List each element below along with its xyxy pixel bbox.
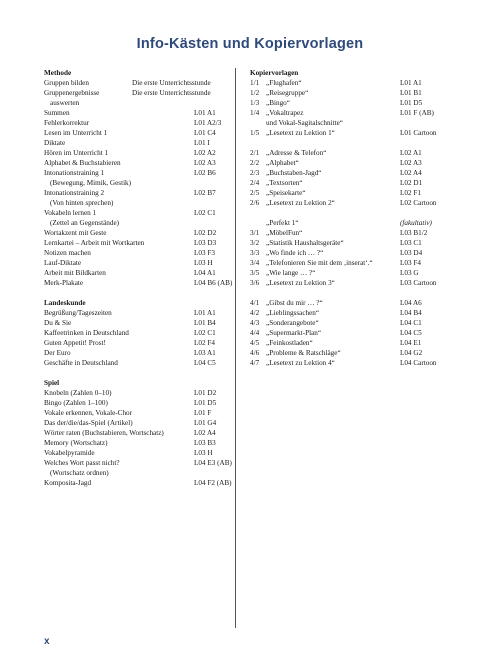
list-item xyxy=(44,268,228,278)
template-number: 2/3 xyxy=(250,169,260,177)
list-item xyxy=(44,478,232,488)
section-methode xyxy=(44,68,233,288)
template-number: 3/3 xyxy=(250,249,260,257)
spiel-rows xyxy=(44,388,232,488)
template-name: „Sonderangebote“ xyxy=(266,319,319,327)
template-reference: L01 Cartoon xyxy=(400,129,437,137)
list-item xyxy=(44,428,228,438)
group-spacer xyxy=(250,138,466,148)
item-name-continued: (Bewegung, Mimik, Gestik) xyxy=(50,179,132,187)
item-reference: L03 A1 xyxy=(194,349,216,357)
template-name: „Gibst du mir … ?“ xyxy=(266,299,323,307)
template-number: 4/3 xyxy=(250,319,260,327)
list-item xyxy=(250,308,466,318)
item-name: Alphabet & Buchstabieren xyxy=(44,159,121,167)
item-name: Guten Appetit! Prost! xyxy=(44,339,106,347)
template-name: „Reisegruppe“ xyxy=(266,89,309,97)
item-name: Komposita-Jagd xyxy=(44,479,92,487)
template-reference: L04 E1 xyxy=(400,339,422,347)
template-name: „MöbelFun“ xyxy=(266,229,303,237)
template-reference: L04 Cartoon xyxy=(400,359,437,367)
column-divider xyxy=(235,68,236,628)
right-column xyxy=(250,68,466,368)
list-item xyxy=(250,298,466,308)
list-item xyxy=(250,278,466,288)
item-name: Intonationstraining 1 xyxy=(44,169,105,177)
list-item xyxy=(44,338,228,348)
template-name: „Speisekarte“ xyxy=(266,189,306,197)
template-number: 4/7 xyxy=(250,359,260,367)
item-reference: L02 D2 xyxy=(194,229,217,237)
template-name: „Textsorten“ xyxy=(266,179,303,187)
item-reference: L01 C4 xyxy=(194,129,216,137)
list-item xyxy=(44,388,228,398)
list-item xyxy=(250,88,466,98)
template-number: 3/4 xyxy=(250,259,260,267)
template-number: 1/5 xyxy=(250,129,260,137)
list-item xyxy=(250,348,466,358)
template-name: „Vokaltrapez xyxy=(266,109,304,117)
list-item xyxy=(250,358,466,368)
list-item xyxy=(44,438,228,448)
list-item xyxy=(250,158,466,168)
item-name: Lernkartei – Arbeit mit Wortkarten xyxy=(44,239,145,247)
list-item xyxy=(44,308,228,318)
template-reference: L03 F4 xyxy=(400,259,421,267)
list-item xyxy=(250,198,466,208)
item-name: Intonationstraining 2 xyxy=(44,189,105,197)
list-item xyxy=(44,458,232,478)
template-name: „Alphabet“ xyxy=(266,159,299,167)
item-name: Vokabelpyramide xyxy=(44,449,95,457)
item-name-continued: auswerten xyxy=(50,99,80,107)
section-landeskunde xyxy=(44,298,228,368)
item-reference: L02 C1 xyxy=(194,329,216,337)
item-reference: L01 G4 xyxy=(194,419,217,427)
item-name: Geschäfte in Deutschland xyxy=(44,359,118,367)
template-name: „Telefonieren Sie mit dem ‚inserat‘.“ xyxy=(266,259,373,267)
item-reference: L01 A1 xyxy=(194,109,216,117)
template-name: „Lesetext zu Lektion 3“ xyxy=(266,279,335,287)
list-item xyxy=(44,168,228,188)
list-item xyxy=(250,178,466,188)
list-item xyxy=(44,448,228,458)
item-name: Gruppen bilden xyxy=(44,79,89,87)
list-item xyxy=(250,328,466,338)
template-number: 4/6 xyxy=(250,349,260,357)
item-name: Hören im Unterricht 1 xyxy=(44,149,109,157)
template-reference: L02 A3 xyxy=(400,159,422,167)
list-item xyxy=(44,348,228,358)
item-name: Welches Wort passt nicht? xyxy=(44,459,120,467)
template-reference: L02 F1 xyxy=(400,189,421,197)
template-name: „Statistik Haushaltsgeräte“ xyxy=(266,239,344,247)
template-name: „Perfekt 1“ xyxy=(266,219,299,227)
group-spacer xyxy=(250,288,466,298)
template-reference: L03 G xyxy=(400,269,419,277)
template-name: „Lieblingssachen“ xyxy=(266,309,320,317)
list-item xyxy=(44,248,228,258)
template-name-continued: und Vokal-Sagitalschnitte“ xyxy=(266,119,343,127)
item-name: Bingo (Zahlen 1–100) xyxy=(44,399,108,407)
item-reference: L02 B6 xyxy=(194,169,216,177)
template-number: 3/5 xyxy=(250,269,260,277)
item-reference: L04 B6 (AB) xyxy=(194,279,233,287)
list-item xyxy=(250,338,466,348)
template-number: 3/2 xyxy=(250,239,260,247)
template-number: 4/2 xyxy=(250,309,260,317)
template-number: 1/2 xyxy=(250,89,260,97)
item-name: Wörter raten (Buchstabieren, Wortschatz) xyxy=(44,429,164,437)
item-description: Die erste Unterrichtsstunde xyxy=(132,89,211,97)
item-name: Summen xyxy=(44,109,70,117)
item-reference: L04 F2 (AB) xyxy=(194,479,232,487)
item-name: Lesen im Unterricht 1 xyxy=(44,129,108,137)
list-item xyxy=(250,248,466,258)
item-name: Merk-Plakate xyxy=(44,279,84,287)
section-heading: Kopiervorlagen xyxy=(250,69,299,77)
list-item xyxy=(250,228,466,238)
list-item xyxy=(44,418,228,428)
template-name: „Lesetext zu Lektion 1“ xyxy=(266,129,335,137)
item-reference: L01 F xyxy=(194,409,212,417)
methode-rows xyxy=(44,78,233,288)
list-item xyxy=(250,318,466,328)
item-reference: L02 A2 xyxy=(194,149,216,157)
template-reference: L01 F (AB) xyxy=(400,109,434,117)
template-number: 4/5 xyxy=(250,339,260,347)
template-reference: L02 A1 xyxy=(400,149,422,157)
item-name: Vokale erkennen, Vokale-Chor xyxy=(44,409,133,417)
list-item xyxy=(44,358,228,368)
item-reference: L01 A1 xyxy=(194,309,216,317)
section-heading: Landeskunde xyxy=(44,299,86,307)
template-name: „Lesetext zu Lektion 2“ xyxy=(266,199,335,207)
template-name: „Flughafen“ xyxy=(266,79,302,87)
item-name: Memory (Wortschatz) xyxy=(44,439,108,447)
list-item xyxy=(250,148,466,158)
group-spacer xyxy=(250,208,466,218)
template-reference: L01 A1 xyxy=(400,79,422,87)
item-reference: L04 C5 xyxy=(194,359,216,367)
section-heading: Spiel xyxy=(44,379,60,387)
template-number: 1/4 xyxy=(250,109,260,117)
item-name: Vokabeln lernen 1 xyxy=(44,209,97,217)
template-reference: L04 B4 xyxy=(400,309,422,317)
item-reference: L03 H xyxy=(194,449,213,457)
list-item xyxy=(44,398,228,408)
template-number: 3/6 xyxy=(250,279,260,287)
list-item xyxy=(44,278,233,288)
section-heading: Methode xyxy=(44,69,72,77)
item-name-continued: (Von hinten sprechen) xyxy=(50,199,114,207)
item-name: Knobeln (Zahlen 0–10) xyxy=(44,389,112,397)
page-number: x xyxy=(44,636,50,647)
item-reference: L02 A4 xyxy=(194,429,216,437)
kopiervorlagen-rows xyxy=(250,78,466,368)
item-name: Du & Sie xyxy=(44,319,72,327)
template-name: „Supermarkt-Plan“ xyxy=(266,329,322,337)
template-reference: L04 G2 xyxy=(400,349,423,357)
landeskunde-rows xyxy=(44,308,228,368)
list-item xyxy=(44,88,228,108)
list-item xyxy=(250,98,466,108)
list-item xyxy=(44,138,228,148)
item-name-continued: (Zettel an Gegenstände) xyxy=(50,219,120,227)
list-item xyxy=(44,318,228,328)
item-reference: L03 H xyxy=(194,259,213,267)
item-reference: L03 D3 xyxy=(194,239,217,247)
item-reference: L04 A1 xyxy=(194,269,216,277)
template-name: „Probleme & Ratschläge“ xyxy=(266,349,341,357)
template-name: „Bingo“ xyxy=(266,99,290,107)
item-description: Die erste Unterrichtsstunde xyxy=(132,79,211,87)
template-number: 4/4 xyxy=(250,329,260,337)
list-item xyxy=(44,258,228,268)
item-name: Gruppenergebnisse xyxy=(44,89,100,97)
list-item xyxy=(250,258,466,268)
item-reference: L01 I xyxy=(194,139,210,147)
template-reference: L04 C5 xyxy=(400,329,422,337)
list-item xyxy=(250,268,466,278)
item-reference: L01 D2 xyxy=(194,389,217,397)
template-number: 4/1 xyxy=(250,299,260,307)
item-reference: L02 B7 xyxy=(194,189,216,197)
item-name: Kaffeetrinken in Deutschland xyxy=(44,329,129,337)
list-item xyxy=(44,208,228,228)
list-item xyxy=(44,238,228,248)
item-reference: L01 D5 xyxy=(194,399,217,407)
item-name-continued: (Wortschatz ordnen) xyxy=(50,469,109,477)
list-item xyxy=(44,148,228,158)
list-item xyxy=(44,328,228,338)
template-name: „Wie lange … ?“ xyxy=(266,269,316,277)
item-name: Wortakzent mit Geste xyxy=(44,229,107,237)
page-title: Info-Kästen und Kopiervorlagen xyxy=(136,36,364,52)
item-name: Lauf-Diktate xyxy=(44,259,82,267)
template-reference: L02 D1 xyxy=(400,179,423,187)
item-reference: L03 B3 xyxy=(194,439,216,447)
item-reference: L02 A3 xyxy=(194,159,216,167)
list-item xyxy=(44,108,228,118)
template-reference: L02 A4 xyxy=(400,169,422,177)
item-reference: L02 F4 xyxy=(194,339,215,347)
list-item xyxy=(44,408,228,418)
item-reference: L01 A2/3 xyxy=(194,119,222,127)
template-name: „Feinkostladen“ xyxy=(266,339,313,347)
item-name: Diktate xyxy=(44,139,66,147)
template-name: „Wo finde ich … ?“ xyxy=(266,249,324,257)
template-reference: L01 D5 xyxy=(400,99,423,107)
template-reference: L01 B1 xyxy=(400,89,422,97)
item-name: Das der/die/das-Spiel (Artikel) xyxy=(44,419,133,427)
list-item xyxy=(250,188,466,198)
item-name: Fehlerkorrektur xyxy=(44,119,90,127)
list-item xyxy=(44,128,228,138)
left-column xyxy=(44,68,233,498)
item-reference: L04 E3 (AB) xyxy=(194,459,232,467)
item-name: Notizen machen xyxy=(44,249,91,257)
template-number: 3/1 xyxy=(250,229,260,237)
template-number: 2/2 xyxy=(250,159,260,167)
item-reference: L02 C1 xyxy=(194,209,216,217)
template-number: 2/5 xyxy=(250,189,260,197)
template-name: „Buchstaben-Jagd“ xyxy=(266,169,322,177)
template-reference: L03 Cartoon xyxy=(400,279,437,287)
template-number: 2/4 xyxy=(250,179,260,187)
item-reference: L01 B4 xyxy=(194,319,216,327)
list-item xyxy=(250,78,466,88)
template-number: 2/1 xyxy=(250,149,260,157)
template-reference: L03 B1/2 xyxy=(400,229,428,237)
list-item xyxy=(44,158,228,168)
section-spiel xyxy=(44,378,232,488)
item-name: Begrüßung/Tageszeiten xyxy=(44,309,112,317)
template-reference: L04 A6 xyxy=(400,299,422,307)
list-item xyxy=(44,118,228,128)
template-reference: (fakultativ) xyxy=(400,219,432,227)
template-reference: L03 C1 xyxy=(400,239,422,247)
template-reference: L02 Cartoon xyxy=(400,199,437,207)
list-item xyxy=(44,78,228,88)
item-name: Arbeit mit Bildkarten xyxy=(44,269,106,277)
template-number: 2/6 xyxy=(250,199,260,207)
template-reference: L04 C1 xyxy=(400,319,422,327)
template-name: „Lesetext zu Lektion 4“ xyxy=(266,359,335,367)
template-number: 1/3 xyxy=(250,99,260,107)
list-item xyxy=(44,188,228,208)
template-number: 1/1 xyxy=(250,79,260,87)
list-item xyxy=(250,108,466,128)
list-item xyxy=(44,228,228,238)
item-name: Der Euro xyxy=(44,349,71,357)
list-item xyxy=(250,168,466,178)
list-item xyxy=(250,238,466,248)
template-name: „Adresse & Telefon“ xyxy=(266,149,327,157)
list-item xyxy=(250,128,466,138)
template-reference: L03 D4 xyxy=(400,249,423,257)
list-item xyxy=(250,218,466,228)
item-reference: L03 F3 xyxy=(194,249,215,257)
